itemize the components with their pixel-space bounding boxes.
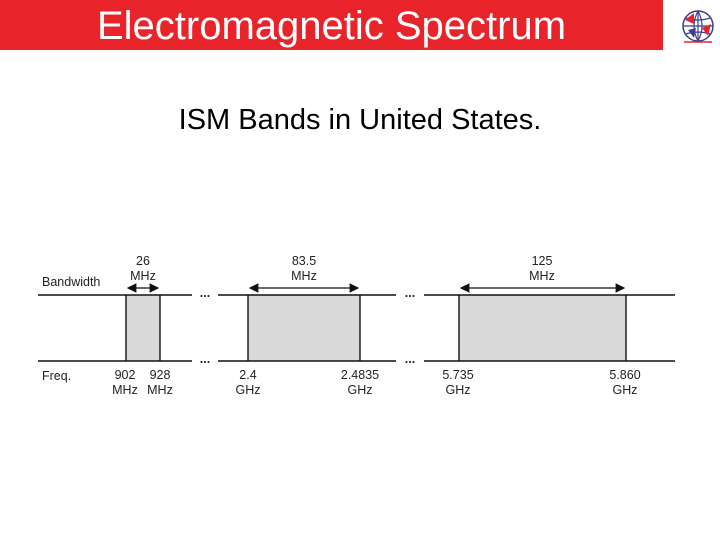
band-3-low-unit: GHz xyxy=(445,383,471,397)
band-1-high-value: 928 xyxy=(149,368,171,382)
break-ellipsis: ... xyxy=(404,352,416,366)
band-1-low-value: 902 xyxy=(114,368,136,382)
band-1-low-unit: MHz xyxy=(112,383,138,397)
band-2-high-unit: GHz xyxy=(347,383,373,397)
band-3-high-value: 5.860 xyxy=(609,368,641,382)
band-2-bandwidth-unit: MHz xyxy=(291,269,317,283)
freq-row-label: Freq. xyxy=(42,369,72,383)
band-3-bandwidth-value: 125 xyxy=(531,254,553,268)
break-ellipsis: ... xyxy=(199,286,211,300)
band-3-low-value: 5.735 xyxy=(442,368,474,382)
title-bar xyxy=(0,0,663,50)
band-1-fill xyxy=(126,295,160,361)
band-3-fill xyxy=(459,295,626,361)
band-1-bandwidth-unit: MHz xyxy=(130,269,156,283)
band-3-high-unit: GHz xyxy=(612,383,638,397)
slide-title: Electromagnetic Spectrum xyxy=(96,4,567,48)
ism-band-diagram xyxy=(0,240,720,410)
slide-subtitle: ISM Bands in United States. xyxy=(178,104,542,136)
band-2-fill xyxy=(248,295,360,361)
break-ellipsis: ... xyxy=(199,352,211,366)
band-3-bandwidth-unit: MHz xyxy=(529,269,555,283)
band-1-bandwidth-value: 26 xyxy=(136,254,150,268)
band-2-low-value: 2.4 xyxy=(239,368,257,382)
band-2-low-unit: GHz xyxy=(235,383,261,397)
band-2-high-value: 2.4835 xyxy=(340,368,380,382)
break-ellipsis: ... xyxy=(404,286,416,300)
bandwidth-row-label: Bandwidth xyxy=(42,275,101,289)
band-1-high-unit: MHz xyxy=(147,383,173,397)
band-2-bandwidth-value: 83.5 xyxy=(291,254,317,268)
globe-logo-icon xyxy=(680,8,716,44)
